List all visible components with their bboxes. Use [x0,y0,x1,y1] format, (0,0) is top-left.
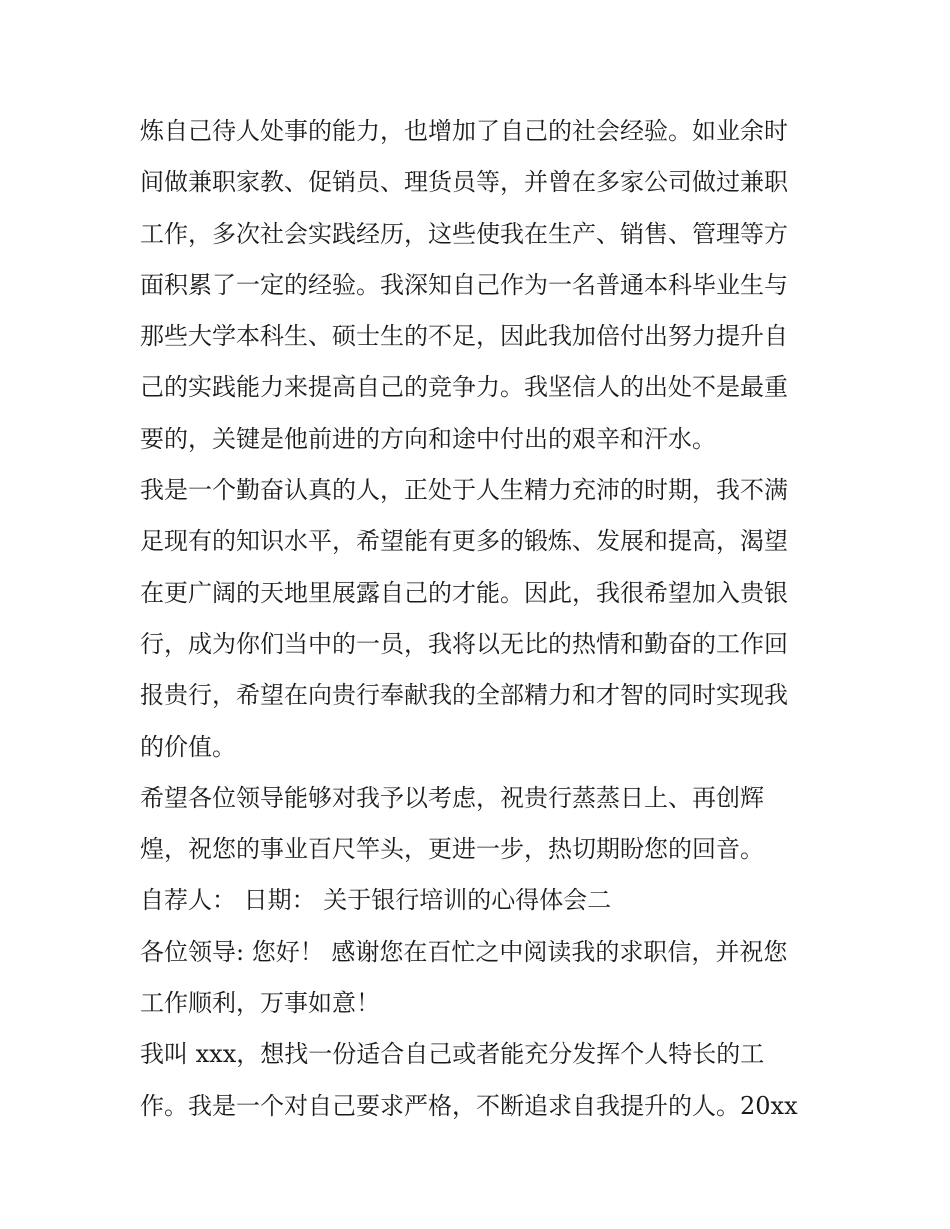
text-line-2: 间做兼职家教、促销员、理货员等，并曾在多家公司做过兼职 [140,168,788,197]
text-line-1: 炼自己待人处事的能力，也增加了自己的社会经验。如业余时 [140,117,788,145]
text-line-15: 煌，祝您的事业百尺竿头，更进一步，热切期盼您的回音。 [140,835,764,864]
text-line-5: 那些大学本科生、硕士生的不足，因此我加倍付出努力提升自 [140,322,788,351]
text-line-10: 在更广阔的天地里展露自己的才能。因此，我很希望加入贵银 [140,578,788,607]
text-line-12: 报贵行，希望在向贵行奉献我的全部精力和才智的同时实现我 [140,681,788,710]
document-body [140,106,820,1132]
text-line-9: 足现有的知识水平，希望能有更多的锻炼、发展和提高，渴望 [140,527,788,556]
text-line-11: 行，成为你们当中的一员，我将以无比的热情和勤奋的工作回 [140,629,788,658]
text-line-17: 各位领导: 您好！ 感谢您在百忙之中阅读我的求职信，并祝您 [140,937,788,966]
text-line-18: 工作顺利，万事如意！ [140,989,380,1018]
text-line-20: 作。我是一个对自己要求严格，不断追求自我提升的人。20xx [140,1091,798,1120]
text-line-3: 工作，多次社会实践经历，这些使我在生产、销售、管理等方 [140,219,788,248]
text-line-6: 己的实践能力来提高自己的竞争力。我坚信人的出处不是最重 [140,373,788,402]
text-line-16: 自荐人： 日期： 关于银行培训的心得体会二 [140,886,612,915]
text-line-4: 面积累了一定的经验。我深知自己作为一名普通本科毕业生与 [140,270,788,299]
text-line-14: 希望各位领导能够对我予以考虑，祝贵行蒸蒸日上、再创辉 [140,783,764,812]
text-line-19: 我叫 xxx，想找一份适合自己或者能充分发挥个人特长的工 [140,1040,765,1069]
text-line-7: 要的，关键是他前进的方向和途中付出的艰辛和汗水。 [140,424,716,453]
text-line-8: 我是一个勤奋认真的人，正处于人生精力充沛的时期，我不满 [140,476,788,505]
text-line-13: 的价值。 [140,732,236,761]
